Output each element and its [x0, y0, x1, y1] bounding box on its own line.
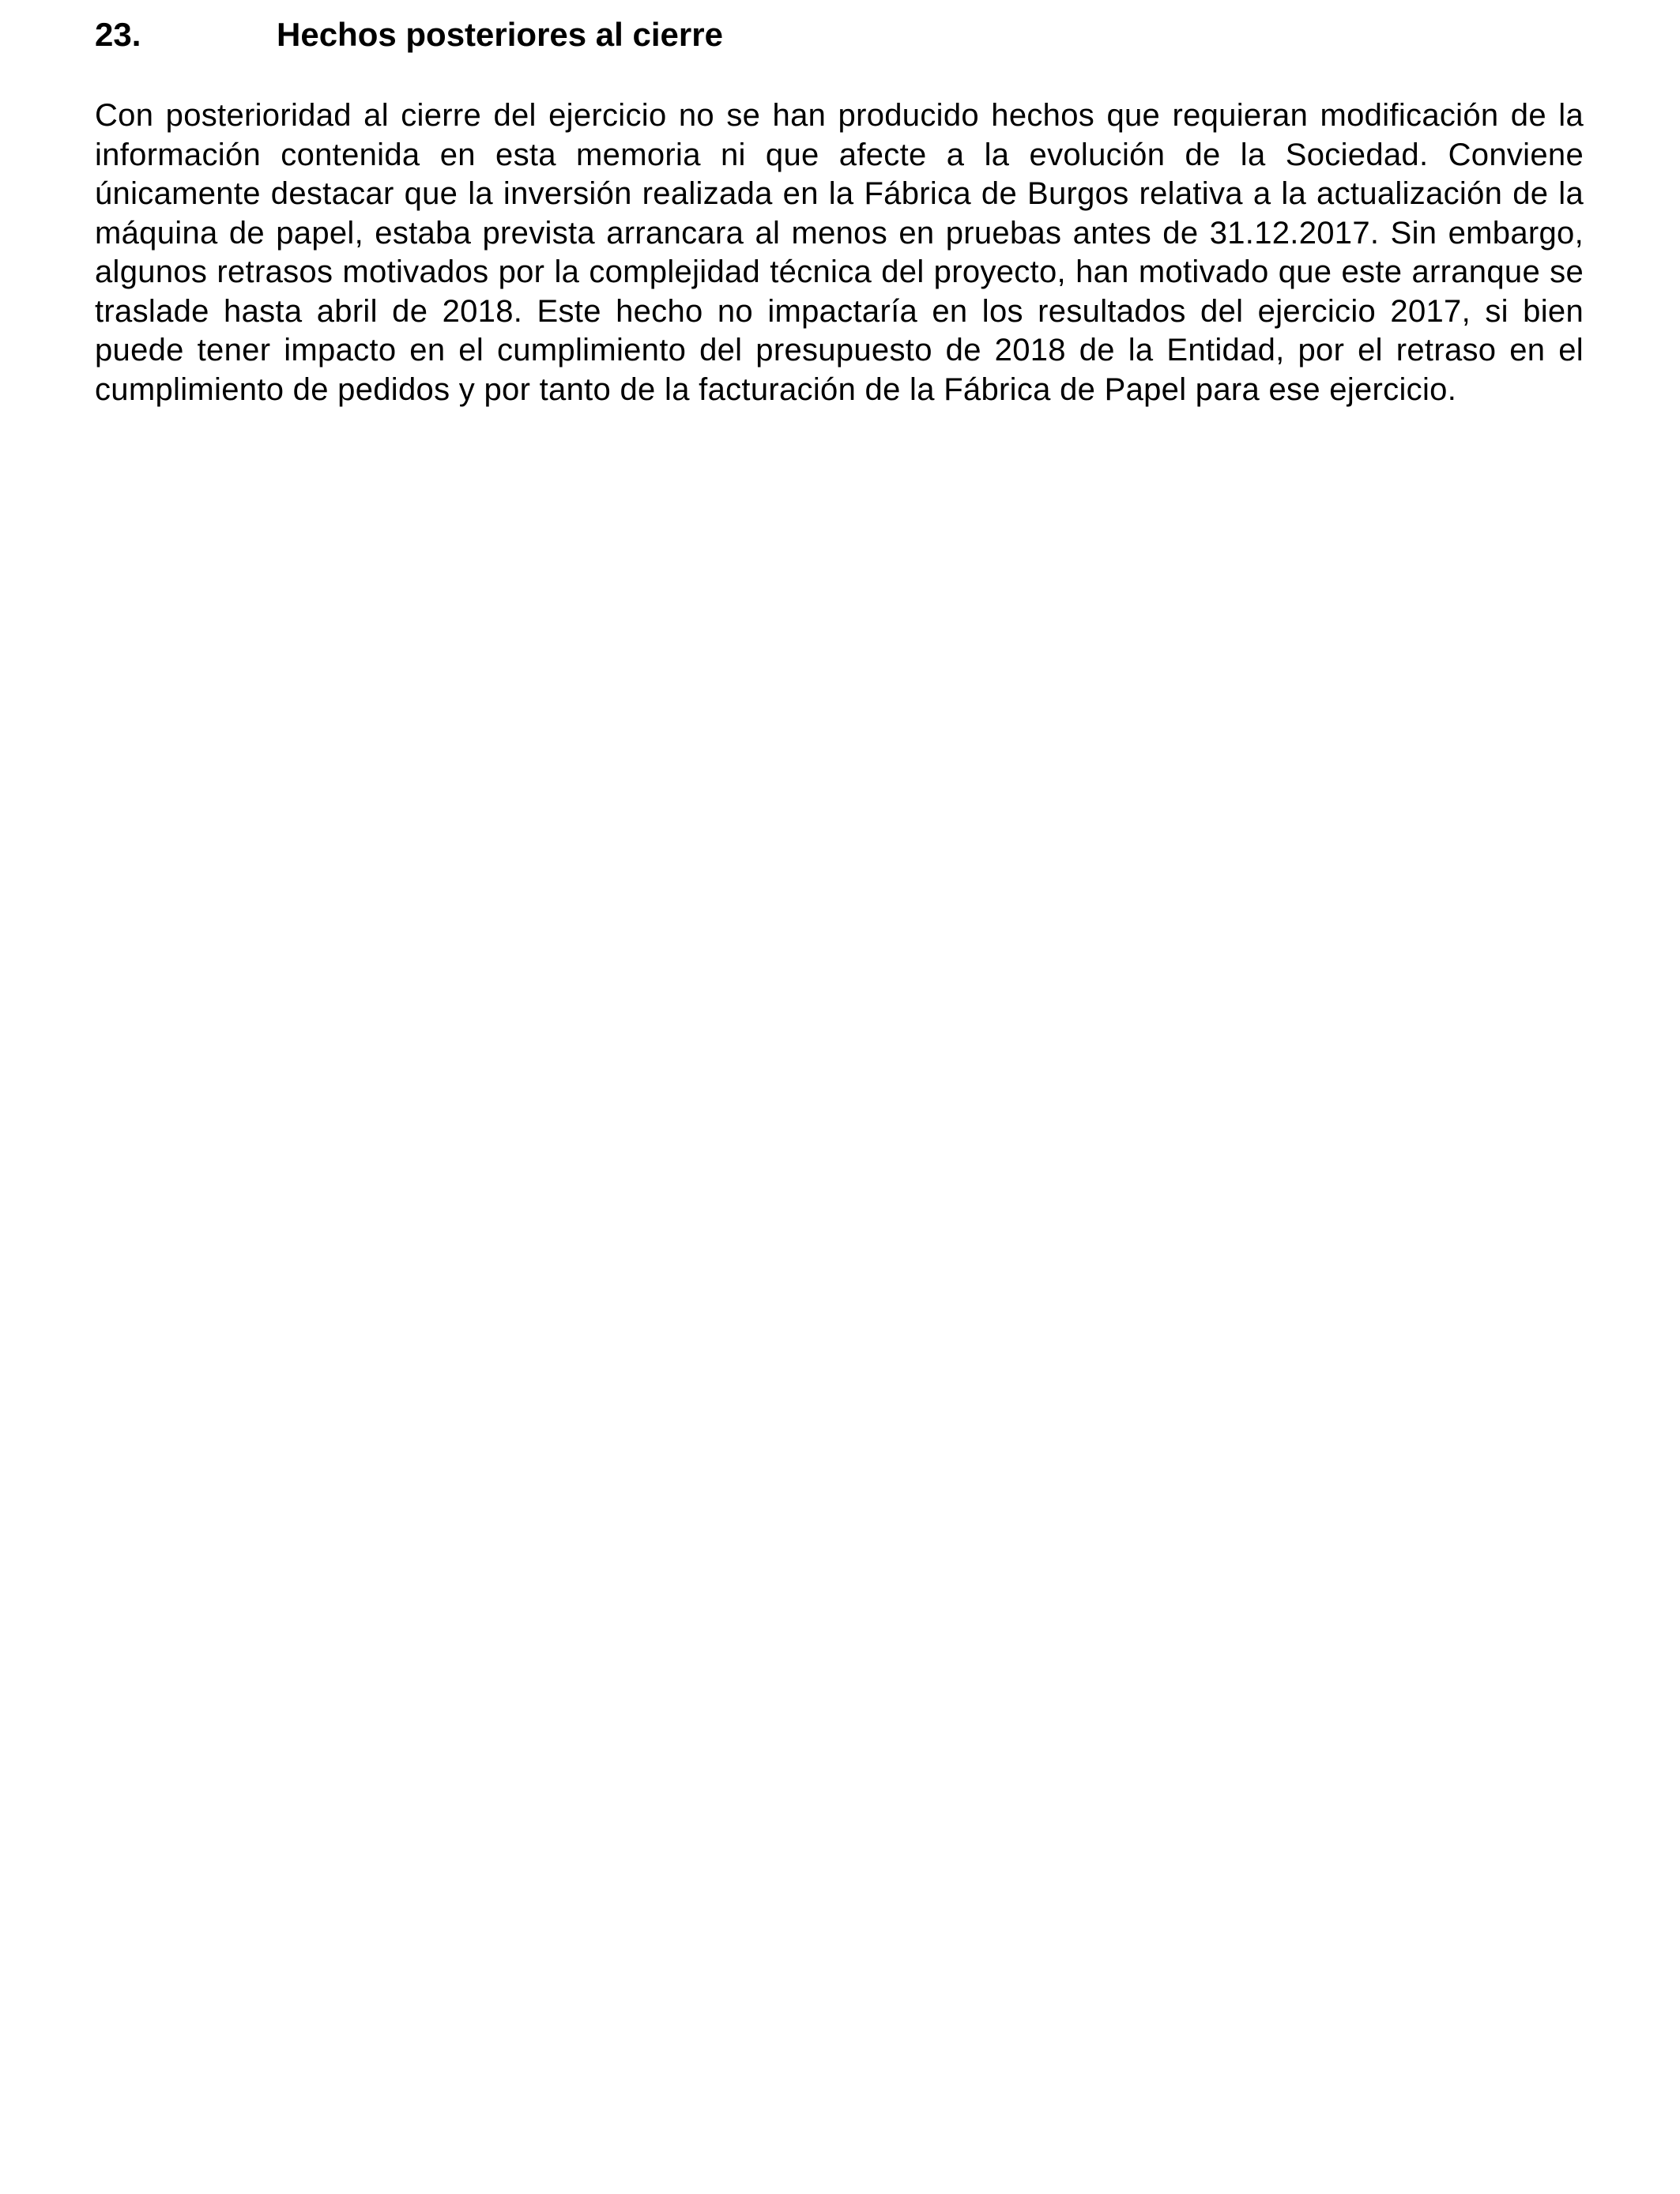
section-number: 23. [95, 16, 141, 53]
section-heading [95, 11, 1580, 58]
section-title: Hechos posteriores al cierre [277, 16, 723, 53]
body-paragraph: Con posterioridad al cierre del ejercicio no se han producido hechos que requieran modificación de la información contenida en esta memoria ni que afecte a la evolución de la Sociedad. Conviene únicamente destacar que la inversión realizada en la Fábrica de Burgos relativa a la actualización de la máquina de papel, estaba prevista arrancara al menos en pruebas antes de 31.12.2017. Sin embargo, algunos retrasos motivados por la complejidad técnica del proyecto, han motivado que este arranque se traslade hasta abril de 2018. Este hecho no impactaría en los resultados del ejercicio 2017, si bien puede tener impacto en el cumplimiento del presupuesto de 2018 de la Entidad, por el retraso en el cumplimiento de pedidos y por tanto de la facturación de la Fábrica de Papel para ese ejercicio. [95, 98, 1584, 407]
